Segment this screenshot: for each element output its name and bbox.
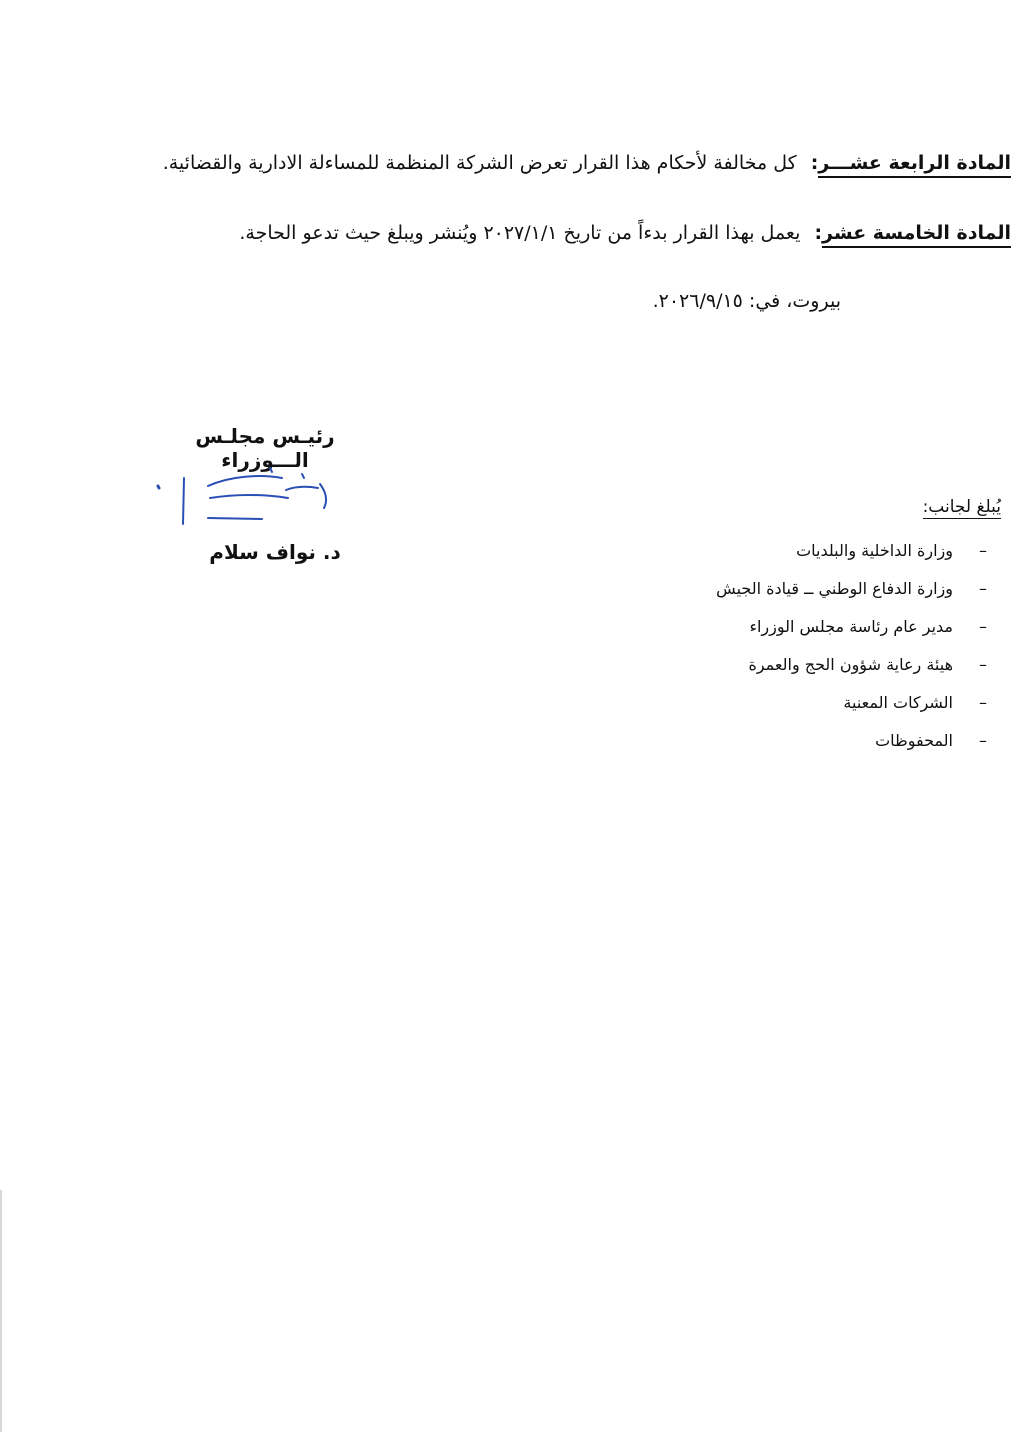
list-dash: – bbox=[979, 541, 987, 560]
list-item-text: الشركات المعنية bbox=[843, 693, 953, 712]
list-item-text: وزارة الدفاع الوطني ــ قيادة الجيش bbox=[716, 579, 953, 598]
list-item bbox=[716, 574, 987, 612]
list-dash: – bbox=[979, 693, 987, 712]
article-fourteen-text: كل مخالفة لأحكام هذا القرار تعرض الشركة المنظمة للمساءلة الادارية والقضائية. bbox=[162, 152, 797, 174]
list-item bbox=[716, 612, 987, 650]
list-item-text: المحفوظات bbox=[875, 731, 953, 750]
scan-edge-line bbox=[0, 1190, 2, 1432]
article-fifteen-label: المادة الخامسة عشر bbox=[822, 222, 1011, 248]
list-item-text: وزارة الداخلية والبلديات bbox=[796, 541, 953, 560]
notify-list bbox=[716, 536, 987, 764]
signatory-name: د. نواف سلام bbox=[209, 540, 341, 564]
handwritten-signature bbox=[150, 464, 350, 530]
article-fourteen-label: المادة الرابعة عشـــر bbox=[818, 152, 1011, 178]
list-item-text: مدير عام رئاسة مجلس الوزراء bbox=[749, 617, 953, 636]
list-item bbox=[716, 688, 987, 726]
list-dash: – bbox=[979, 579, 987, 598]
date-line: بيروت، في: ٢٠٢٦/٩/١٥. bbox=[652, 290, 841, 312]
article-fourteen bbox=[163, 152, 1011, 174]
list-item bbox=[716, 726, 987, 764]
article-fifteen-text: يعمل بهذا القرار بدءاً من تاريخ ٢٠٢٧/١/١ ويُنشر ويبلغ حيث تدعو الحاجة. bbox=[239, 222, 801, 244]
list-dash: – bbox=[979, 617, 987, 636]
article-fourteen-colon: : bbox=[810, 152, 819, 174]
list-item bbox=[716, 536, 987, 574]
list-item bbox=[716, 650, 987, 688]
list-dash: – bbox=[979, 731, 987, 750]
list-dash: – bbox=[979, 655, 987, 674]
list-item-text: هيئة رعاية شؤون الحج والعمرة bbox=[748, 655, 953, 674]
article-fifteen bbox=[239, 222, 1011, 244]
signatory-title: رئيـس مجلـس الـــوزراء bbox=[195, 424, 335, 472]
notify-heading: يُبلغ لجانب: bbox=[922, 497, 1001, 517]
article-fifteen-colon: : bbox=[814, 222, 823, 244]
